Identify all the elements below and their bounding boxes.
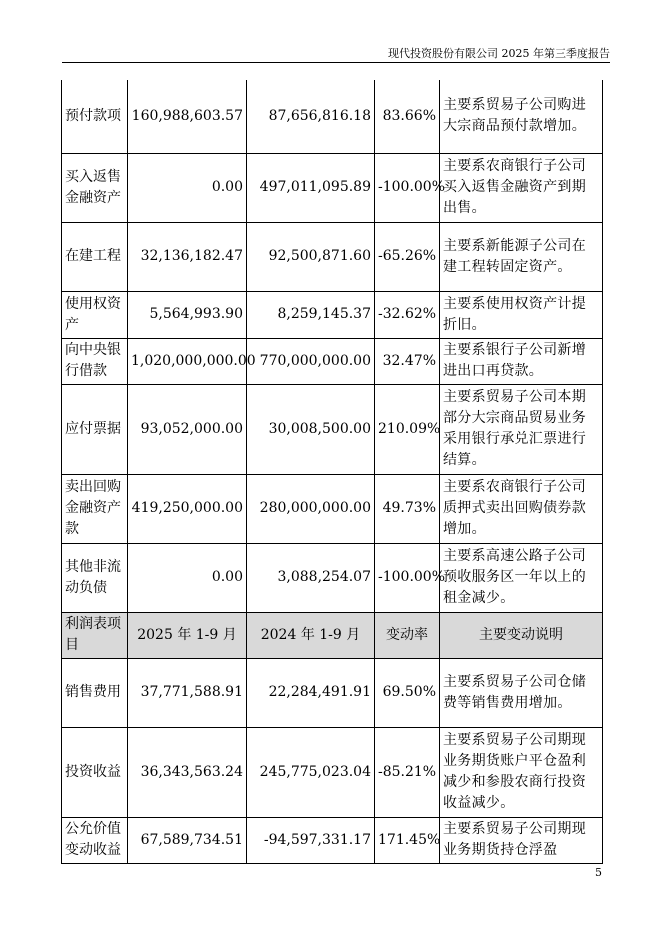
previous-value-cell: 280,000,000.00: [247, 474, 375, 543]
table-row: [62, 338, 603, 384]
previous-value-cell: 245,775,023.04: [247, 727, 375, 817]
item-cell: 卖出回购金融资产款: [62, 474, 128, 543]
page-number: 5: [595, 866, 602, 879]
change-note-cell: 主要系使用权资产计提折旧。: [440, 291, 603, 338]
table-row: [62, 222, 603, 291]
table-row: [62, 153, 603, 222]
previous-value-cell: 30,008,500.00: [247, 384, 375, 474]
previous-value-cell: 770,000,000.00: [247, 338, 375, 384]
item-cell: 向中央银行借款: [62, 338, 128, 384]
change-rate-cell: 83.66%: [375, 80, 440, 153]
current-value-cell: 0.00: [128, 153, 247, 222]
table-row: [62, 474, 603, 543]
change-note-cell: 主要系新能源子公司在建工程转固定资产。: [440, 222, 603, 291]
financial-change-table: [61, 80, 603, 864]
table-row: [62, 291, 603, 338]
table-row: [62, 817, 603, 863]
previous-value-cell: 87,656,816.18: [247, 80, 375, 153]
item-cell: 使用权资产: [62, 291, 128, 338]
change-note-cell: 主要系贸易子公司购进大宗商品预付款增加。: [440, 80, 603, 153]
table-row: [62, 384, 603, 474]
change-rate-cell: 171.45%: [375, 817, 440, 863]
current-value-cell: 0.00: [128, 543, 247, 612]
current-value-cell: 37,771,588.91: [128, 658, 247, 727]
change-rate-cell: -85.21%: [375, 727, 440, 817]
change-rate-cell: 210.09%: [375, 384, 440, 474]
current-value-cell: 32,136,182.47: [128, 222, 247, 291]
item-cell: 预付款项: [62, 80, 128, 153]
previous-value-cell: -94,597,331.17: [247, 817, 375, 863]
header-divider: [62, 62, 610, 63]
table-row: [62, 658, 603, 727]
item-cell: 应付票据: [62, 384, 128, 474]
column-header-rate: 变动率: [375, 612, 440, 658]
change-rate-cell: 69.50%: [375, 658, 440, 727]
item-cell: 在建工程: [62, 222, 128, 291]
change-note-cell: 主要系贸易子公司期现业务期货持仓浮盈: [440, 817, 603, 863]
previous-value-cell: 92,500,871.60: [247, 222, 375, 291]
item-cell: 销售费用: [62, 658, 128, 727]
page-header: 现代投资股份有限公司 2025 年第三季度报告: [388, 47, 610, 60]
item-cell: 其他非流动负债: [62, 543, 128, 612]
change-rate-cell: 49.73%: [375, 474, 440, 543]
current-value-cell: 93,052,000.00: [128, 384, 247, 474]
change-note-cell: 主要系贸易子公司仓储费等销售费用增加。: [440, 658, 603, 727]
current-value-cell: 419,250,000.00: [128, 474, 247, 543]
change-rate-cell: -100.00%: [375, 543, 440, 612]
item-cell: 投资收益: [62, 727, 128, 817]
column-header-previous: 2024 年 1-9 月: [247, 612, 375, 658]
change-note-cell: 主要系高速公路子公司预收服务区一年以上的租金减少。: [440, 543, 603, 612]
change-rate-cell: -100.00%: [375, 153, 440, 222]
change-rate-cell: -32.62%: [375, 291, 440, 338]
change-note-cell: 主要系银行子公司新增进出口再贷款。: [440, 338, 603, 384]
change-rate-cell: 32.47%: [375, 338, 440, 384]
change-note-cell: 主要系贸易子公司期现业务期货账户平仓盈利减少和参股农商行投资收益减少。: [440, 727, 603, 817]
previous-value-cell: 497,011,095.89: [247, 153, 375, 222]
income-statement-header-row: [62, 612, 603, 658]
previous-value-cell: 8,259,145.37: [247, 291, 375, 338]
item-cell: 买入返售金融资产: [62, 153, 128, 222]
change-note-cell: 主要系农商银行子公司质押式卖出回购债券款增加。: [440, 474, 603, 543]
current-value-cell: 160,988,603.57: [128, 80, 247, 153]
previous-value-cell: 3,088,254.07: [247, 543, 375, 612]
previous-value-cell: 22,284,491.91: [247, 658, 375, 727]
table-row: [62, 80, 603, 153]
column-header-note: 主要变动说明: [440, 612, 603, 658]
table-row: [62, 543, 603, 612]
current-value-cell: 1,020,000,000.00: [128, 338, 247, 384]
table-row: [62, 727, 603, 817]
change-note-cell: 主要系农商银行子公司买入返售金融资产到期出售。: [440, 153, 603, 222]
column-header-current: 2025 年 1-9 月: [128, 612, 247, 658]
current-value-cell: 36,343,563.24: [128, 727, 247, 817]
change-note-cell: 主要系贸易子公司本期部分大宗商品贸易业务采用银行承兑汇票进行结算。: [440, 384, 603, 474]
current-value-cell: 67,589,734.51: [128, 817, 247, 863]
item-cell: 公允价值变动收益: [62, 817, 128, 863]
current-value-cell: 5,564,993.90: [128, 291, 247, 338]
column-header-item: 利润表项目: [62, 612, 128, 658]
change-rate-cell: -65.26%: [375, 222, 440, 291]
